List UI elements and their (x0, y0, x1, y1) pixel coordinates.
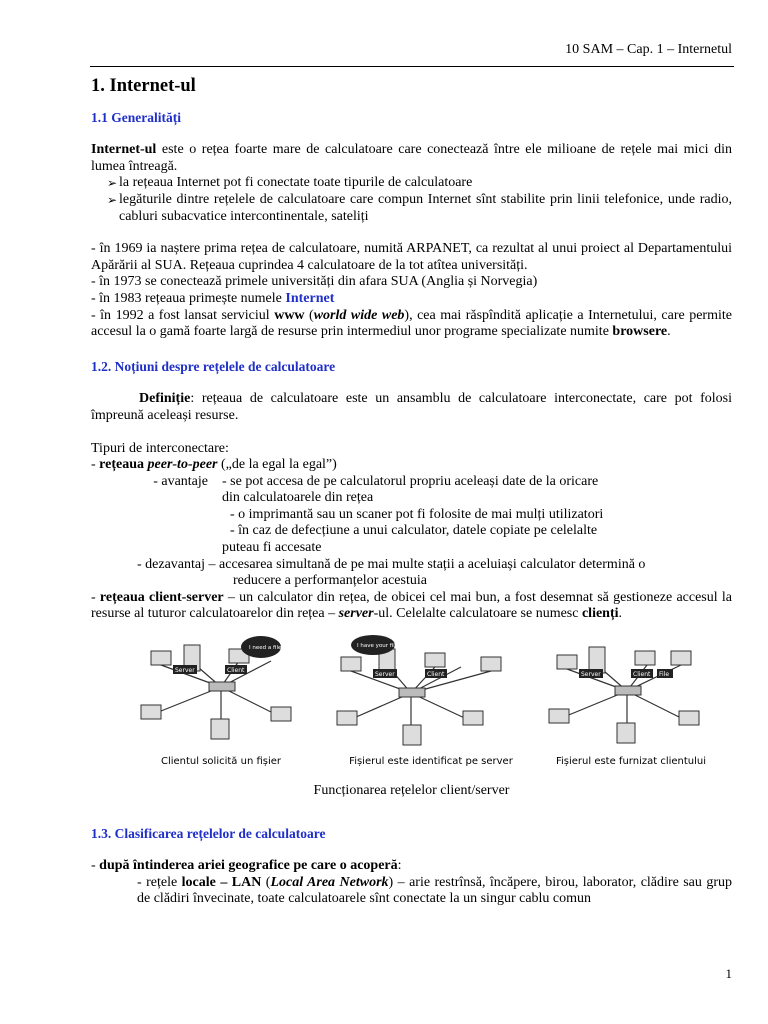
list-item: ➢ la rețeaua Internet pot fi conectate toate tipurile de calculatoare (107, 175, 473, 191)
client-server-item: - rețeaua client-server – un calculator din rețea, de obicei cel mai bun, a fost desemnat să gestioneze accesul la resurse al tuturor calculatoarelor din rețea – server-ul. Celelalte calculatoare se numesc clienți. (91, 589, 732, 622)
client-server-figure (91, 635, 732, 773)
interconnection-types-heading: Tipuri de interconectare: (91, 440, 229, 456)
header-rule (90, 66, 734, 67)
figure-panel-1 (121, 635, 321, 773)
internet-name: Internet (285, 290, 335, 306)
internet-term: Internet-ul (91, 142, 157, 158)
running-header: 10 SAM – Cap. 1 – Internetul (565, 42, 732, 57)
internet-definition: Internet-ul este o rețea foarte mare de calculatoare care conectează între ele milioane de rețele mai mici din lumea întreagă. (91, 142, 732, 174)
arrow-bullet-icon: ➢ (107, 176, 118, 191)
svg-text:I need a file: I need a file (249, 645, 282, 652)
figure-panel-3 (531, 635, 731, 773)
svg-text:Server: Server (581, 671, 601, 679)
network-diagram-2 (331, 635, 531, 755)
svg-text:Client: Client (427, 671, 445, 679)
advantage-3: - în caz de defecțiune a unui calculator, datele copiate pe celelalte (230, 523, 598, 539)
history-1969: - în 1969 ia naștere prima rețea de calculatoare, numită ARPANET, ca rezultat al unui proiect al Departamentului Apărării al SUA. Rețeaua cuprindea 4 calculatoare de la tot atîtea universități. (91, 241, 732, 273)
chapter-title: 1. Internet-ul (91, 76, 196, 96)
svg-text:Client: Client (633, 671, 651, 679)
list-item: ➢ legăturile dintre rețelele de calculatoare care compun Internet sînt stabilite prin linii telefonice, unde radio, cabluri subacvatice intercontinentale, sateliți (107, 191, 732, 224)
classification-criterion: - după întinderea ariei geografice pe care o acoperă: (91, 858, 402, 874)
figure-panel-2 (331, 635, 531, 773)
panel-caption: Fișierul este furnizat clientului (555, 756, 707, 768)
panel-caption: Fișierul este identificat pe server (349, 756, 513, 768)
section-title-1-1: 1.1 Generalități (91, 109, 181, 125)
arrow-bullet-icon: ➢ (107, 192, 118, 207)
peer-to-peer-item: - rețeaua peer-to-peer („de la egal la egal”) (91, 457, 337, 473)
network-diagram-3 (531, 635, 731, 755)
svg-text:File: File (659, 671, 670, 679)
lan-item: - rețele locale – LAN (Local Area Network) – arie restrînsă, încăpere, birou, laborator, clădire sau grup de clădiri învecinate, toate calculatoarele sînt conectate la un singur cablu comun (137, 874, 733, 907)
panel-caption: Clientul solicită un fișier (160, 756, 282, 768)
page-content: 1. Internet-ul 1.1 Generalități Internet-ul este o rețea foarte mare de calculatoare care conectează între ele milioane de rețele mai mici din lumea întreagă. ➢ la rețeaua Internet pot fi conectate toate tipurile de calculatoare ➢ legăturile dintre rețelele de calculatoare care compun Internet sînt stabilite prin linii telefonice, unde radio, cabluri subacvatice intercontinentale, sateliți - în 1969 ia naștere prima rețea de calculatoare, numită ARPANET, ca rezultat al unui proiect al Departamentului Apărării al SUA. Rețeaua cuprindea 4 calculatoare de la tot atîtea universități. - în 1973 se conectează primele universități din afara SUA (Anglia și Norvegia) - în 1983 rețeaua primește numele Internet - în 1992 a fost lansat serviciul www (world wide web), cea mai răspîndită aplicație a Internetului, care permite accesul la o gamă foarte largă de resurse prin intermediul unor programe specializate numite browsere. 1.2. Noțiuni despre rețelele de calculatoare Definiție: rețeaua de calculatoare este un ansamblu de calculatoare interconectate, care pot folosi împreună aceleași resurse. Tipuri de interconectare: - rețeaua peer-to-peer („de la egal la egal”) - avantaje - se pot accesa de pe calculatorul propriu aceleași date de la oricare din calculatoarele din rețea - o imprimantă sau un scaner pot fi folosite de mai mulți utilizatori - în caz de defecțiune a unui calculator, datele copiate pe celelalte puteau fi accesate - dezavantaj – accesarea simultană de pe mai multe stații a aceluiași calculator determină o reducere a performanțelor acestuia - rețeaua client-server – un calculator din rețea, de obicei cel mai bun, a fost desemnat să gestioneze accesul la resurse al tuturor calculatoarelor din rețea – server-ul. Celelalte calculatoare se numesc clienți. Server Client I need a file Clientul solicită un fișier Server Client I have your file Fișierul este identificat pe server Server Client File Fișierul este furnizat clientului Funcționarea rețelelor client/server 1.3. Clasificarea rețelelor de calculatoare - după întinderea ariei geografice pe care o acoperă: - rețele locale – LAN (Local Area Network) – arie restrînsă, încăpere, birou, laborator, clădire sau grup de clădiri învecinate, toate calculatoarele sînt conectate la un singur cablu comun (91, 76, 733, 907)
disadvantage-row: - dezavantaj – accesarea simultană de pe mai multe stații a aceluiași calculator determină o (137, 556, 646, 572)
section-title-1-2: 1.2. Noțiuni despre rețelele de calculatoare (91, 358, 336, 374)
svg-text:I have your file: I have your file (357, 643, 399, 650)
svg-text:Client: Client (227, 667, 245, 675)
section-title-1-3: 1.3. Clasificarea rețelelor de calculatoare (91, 825, 326, 841)
svg-text:Server: Server (175, 667, 195, 675)
history-1973: - în 1973 se conectează primele universități din afara SUA (Anglia și Norvegia) (91, 274, 538, 290)
network-diagram-1 (121, 635, 321, 755)
figure-caption: Funcționarea rețelelor client/server (313, 783, 510, 799)
network-definition: Definiție: rețeaua de calculatoare este un ansamblu de calculatoare interconectate, care pot folosi împreună aceleași resurse. (91, 391, 732, 423)
history-1992: - în 1992 a fost lansat serviciul www (world wide web), cea mai răspîndită aplicație a Internetului, care permite accesul la o gamă foarte largă de resurse prin intermediul unor programe specializate numite browsere. (91, 307, 732, 340)
advantages-row: - avantaje - se pot accesa de pe calculatorul propriu aceleași date de la oricare (153, 473, 599, 489)
history-1983: - în 1983 rețeaua primește numele Internet (91, 290, 335, 306)
definition-label: Definiție (139, 391, 191, 407)
svg-text:Server: Server (375, 671, 395, 679)
page-number: 1 (725, 966, 732, 981)
